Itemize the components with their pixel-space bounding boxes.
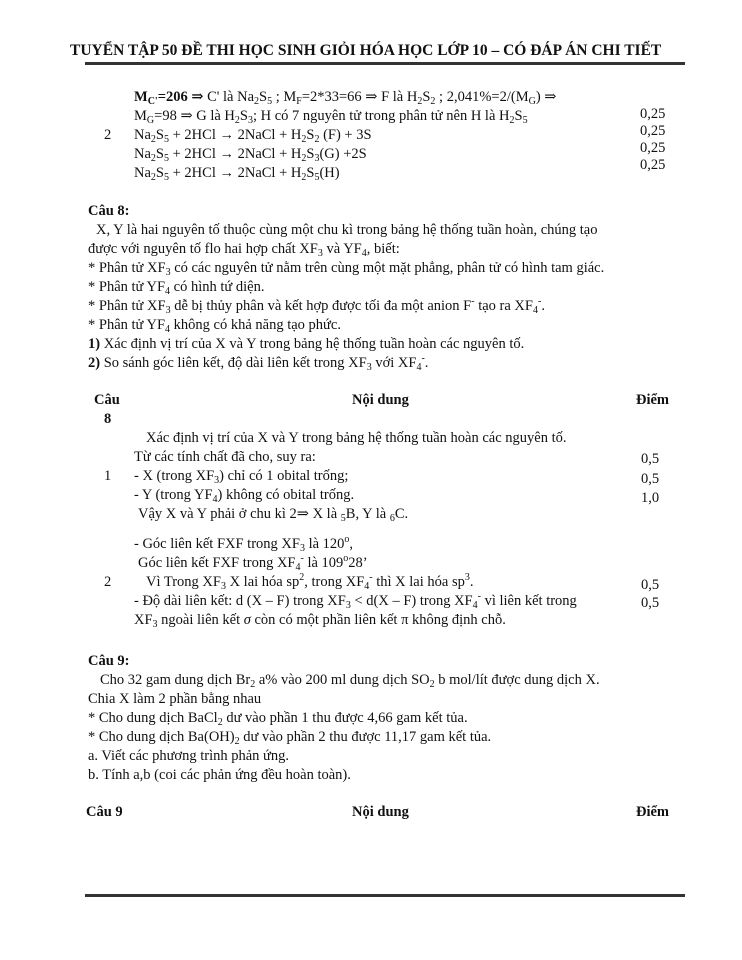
q8-condition-3: * Phân tử $XF_3$ dễ bị thủy phân và kết hợp được tối đa một anion F- tạo ra $XF_4^-$. xyxy=(88,296,545,316)
score: 0,5 xyxy=(641,595,660,611)
table-header-score: Điểm xyxy=(636,392,670,408)
answer-2-line-3: Vì Trong $XF_3$ X lai hóa $sp^2$, trong $XF_4^-$ thì X lai hóa $sp^3$. xyxy=(146,572,474,592)
answer-1-line-5: Vậy X và Y phải ở chu kì 2⇒ X là $_5$B, Y là $_6$C. xyxy=(138,506,409,524)
q8-paragraph-line-1: X, Y là hai nguyên tố thuộc cùng một chu kì trong bảng hệ thống tuần hoàn, chúng tạo xyxy=(96,222,598,238)
q8-condition-2: * Phân tử $YF_4$ có hình tứ diện. xyxy=(88,279,265,297)
continuation-line-1: $M_{C'}=206$ ⇒ C' là $Na_2S_5$ ; $M_F=2*33=66$ ⇒ F là $H_2S_2$ ; $2,041\%=2/(M_G)$ ⇒ xyxy=(134,89,557,107)
answer-2-line-2: Góc liên kết FXF trong $XF_4^-$ là 109$^o$28’ xyxy=(138,553,368,573)
answer-1-line-4: - Y (trong $YF_4$) không có obital trống. xyxy=(134,487,355,505)
footer-rule xyxy=(85,894,685,897)
q9-condition-2: * Cho dung dịch $Ba(OH)_2$ dư vào phần 2 thu được 11,17 gam kết tủa. xyxy=(88,729,492,747)
q8-condition-1: * Phân tử $XF_3$ có các nguyên tử nằm trên cùng một mặt phẳng, phân tử có hình tam giác. xyxy=(88,260,605,278)
equation-1: $Na_2S_5 + 2HCl$ → 2NaCl + $H_2S_2$ (F) + 3S xyxy=(134,127,372,145)
q9-paragraph-line-2: Chia X làm 2 phần bằng nhau xyxy=(88,691,262,707)
q9-part-a: a. Viết các phương trình phản ứng. xyxy=(88,748,290,764)
score: 0,25 xyxy=(640,106,666,122)
q9-paragraph-line-1: Cho 32 gam dung dịch $Br_2$ a% vào 200 ml dung dịch $SO_2$ b mol/lít được dung dịch X. xyxy=(100,672,600,690)
answer-1-line-1: Xác định vị trí của X và Y trong bảng hệ thống tuần hoàn các nguyên tố. xyxy=(146,430,567,446)
question-9-title: Câu 9: xyxy=(88,653,130,669)
score: 1,0 xyxy=(641,490,660,506)
q9-table-header-content: Nội dung xyxy=(352,804,409,820)
score: 0,5 xyxy=(641,577,660,593)
answer-1-number: 1 xyxy=(104,468,112,484)
equation-2: $Na_2S_5 + 2HCl$ → 2NaCl + $H_2S_3(G) +2S$ xyxy=(134,146,367,164)
question-8-title: Câu 8: xyxy=(88,203,130,219)
score: 0,25 xyxy=(640,157,666,173)
q8-requirement-2: 2) So sánh góc liên kết, độ dài liên kết trong $XF_3$ với $XF_4^-$. xyxy=(88,353,429,373)
row-number: 2 xyxy=(104,127,112,143)
q9-part-b: b. Tính a,b (coi các phản ứng đều hoàn toàn). xyxy=(88,767,351,783)
continuation-line-2: $M_G=98$ ⇒ G là $H_2S_3$; H có 7 nguyên tử trong phân tử nên H là $H_2S_5$ xyxy=(134,108,528,126)
q8-paragraph-line-2: được với nguyên tố flo hai hợp chất $XF_3$ và $YF_4$, biết: xyxy=(88,241,400,259)
page-header-title: TUYỂN TẬP 50 ĐỀ THI HỌC SINH GIỎI HÓA HỌC LỚP 10 – CÓ ĐÁP ÁN CHI TIẾT xyxy=(70,42,662,59)
answer-1-line-2: Từ các tính chất đã cho, suy ra: xyxy=(134,449,316,465)
score: 0,5 xyxy=(641,451,660,467)
q9-table-header-cau: Câu 9 xyxy=(86,804,123,820)
table-header-cau: Câu xyxy=(94,392,120,408)
answer-2-line-1: - Góc liên kết FXF trong $XF_3$ là 120$^o$, xyxy=(134,534,354,554)
answer-2-line-4: - Độ dài liên kết: d (X – F) trong $XF_3 < d(X - F)$ trong $XF_4^-$ vì liên kết trong xyxy=(134,591,577,611)
q8-condition-4: * Phân tử $YF_4$ không có khả năng tạo phức. xyxy=(88,317,341,335)
q9-table-header-score: Điểm xyxy=(636,804,670,820)
equation-3: $Na_2S_5 + 2HCl$ → 2NaCl + $H_2S_5(H)$ xyxy=(134,165,340,183)
header-rule xyxy=(85,62,685,65)
table-header-content: Nội dung xyxy=(352,392,409,408)
q8-requirement-1: 1) Xác định vị trí của X và Y trong bảng hệ thống tuần hoàn các nguyên tố. xyxy=(88,336,525,352)
answer-1-line-3: - X (trong $XF_3$) chỉ có 1 obital trống; xyxy=(134,468,349,486)
table-header-cau-number: 8 xyxy=(104,411,112,427)
answer-2-number: 2 xyxy=(104,574,112,590)
q9-condition-1: * Cho dung dịch BaCl$_2$ dư vào phần 1 thu được 4,66 gam kết tủa. xyxy=(88,710,468,728)
answer-2-line-5: $XF_3$ ngoài liên kết σ còn có một phần liên kết π không định chỗ. xyxy=(134,612,506,630)
score: 0,25 xyxy=(640,140,666,156)
score: 0,25 xyxy=(640,123,666,139)
score: 0,5 xyxy=(641,471,660,487)
